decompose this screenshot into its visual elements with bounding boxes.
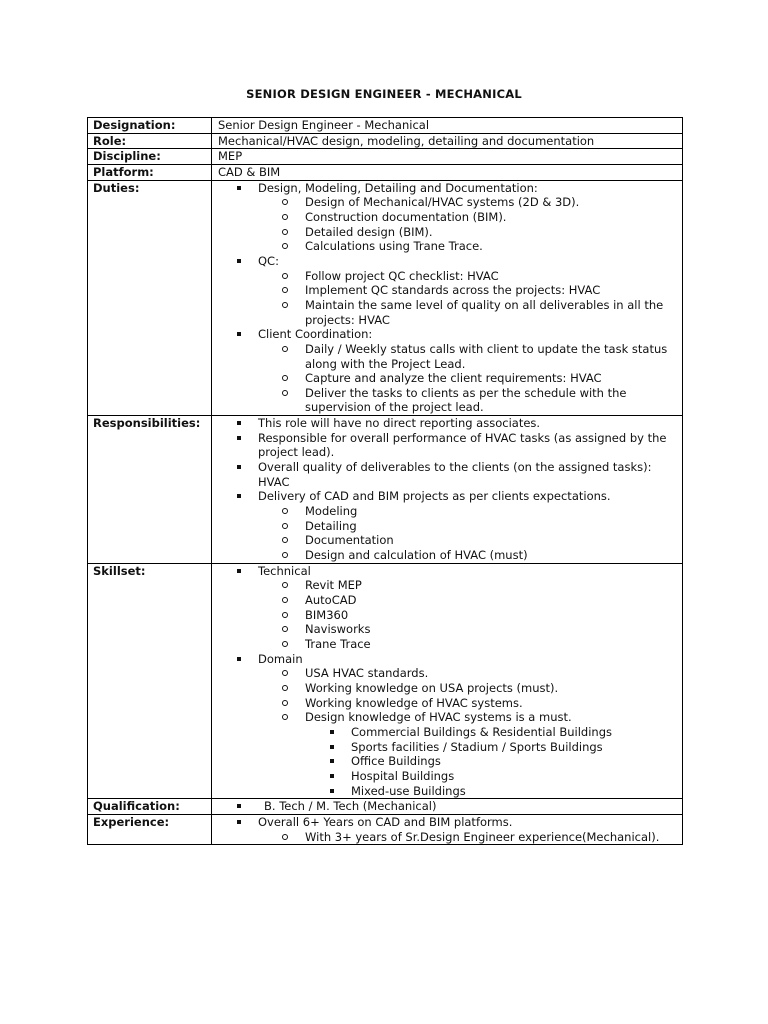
- sub-list: [212, 342, 682, 415]
- list-item-text: QC:: [258, 253, 279, 268]
- list-item-text: Daily / Weekly status calls with client to update the task status along with the Project Lead.: [305, 341, 668, 371]
- list-item-text: Navisworks: [305, 622, 371, 637]
- list-item: [212, 460, 682, 489]
- value-qualification: [212, 799, 683, 815]
- sub-list: [212, 578, 682, 651]
- list-item: [212, 548, 682, 563]
- value-experience: [212, 814, 683, 844]
- label-duties: Duties:: [88, 180, 212, 416]
- list-item: [212, 815, 682, 844]
- circle-bullet-icon: [282, 390, 288, 396]
- label-designation: Designation:: [88, 118, 212, 134]
- list-item-text: Modeling: [305, 504, 358, 519]
- circle-bullet-icon: [282, 229, 288, 235]
- list-item-text: With 3+ years of Sr.Design Engineer experience(Mechanical).: [305, 829, 660, 844]
- circle-bullet-icon: [282, 273, 288, 279]
- square-bullet-icon: [237, 436, 241, 440]
- list-item-text: Overall 6+ Years on CAD and BIM platforms.: [258, 814, 513, 829]
- sub-list: [212, 830, 682, 845]
- list-item: [212, 666, 682, 681]
- square-bullet-icon: [237, 804, 241, 808]
- list-item: [212, 519, 682, 534]
- row-platform: [88, 164, 683, 180]
- square-bullet-icon: [330, 759, 334, 763]
- list-item-text: Implement QC standards across the projects: HVAC: [305, 283, 601, 298]
- job-description-table: [87, 117, 683, 845]
- list-item-text: Calculations using Trane Trace.: [305, 239, 483, 254]
- list-item-text: Design of Mechanical/HVAC systems (2D & 3D).: [305, 195, 580, 210]
- label-experience: Experience:: [88, 814, 212, 844]
- circle-bullet-icon: [282, 612, 288, 618]
- list-item: [212, 269, 682, 284]
- value-duties: [212, 180, 683, 416]
- circle-bullet-icon: [282, 346, 288, 352]
- list-item-text: Design, Modeling, Detailing and Documentation:: [258, 180, 538, 195]
- list-item-text: Construction documentation (BIM).: [305, 209, 507, 224]
- list-item: [212, 298, 682, 327]
- list-item: [212, 799, 682, 814]
- list-item: [212, 327, 682, 415]
- building-types-list: [212, 725, 682, 798]
- list-item-text: Mixed-use Buildings: [351, 783, 466, 798]
- list-item: [212, 652, 682, 799]
- list-item: [212, 181, 682, 254]
- list-item: [212, 342, 682, 371]
- list-item: [212, 637, 682, 652]
- list-item: [212, 830, 682, 845]
- circle-bullet-icon: [282, 214, 288, 220]
- list-item: [212, 489, 682, 562]
- list-item-text: Deliver the tasks to clients as per the schedule with the supervision of the project lead.: [305, 385, 627, 415]
- list-item-text: Hospital Buildings: [351, 768, 455, 783]
- list-item: [212, 710, 682, 798]
- value-discipline: MEP: [212, 149, 683, 165]
- list-item: [212, 725, 682, 740]
- list-item: [212, 593, 682, 608]
- row-duties: [88, 180, 683, 416]
- list-item-text: B. Tech / M. Tech (Mechanical): [264, 799, 437, 814]
- square-bullet-icon: [237, 465, 241, 469]
- row-experience: [88, 814, 683, 844]
- square-bullet-icon: [237, 569, 241, 573]
- list-item-text: Responsible for overall performance of HVAC tasks (as assigned by the project lead).: [258, 430, 667, 460]
- list-item-text: Office Buildings: [351, 754, 441, 769]
- list-item-text: USA HVAC standards.: [305, 666, 429, 681]
- square-bullet-icon: [237, 332, 241, 336]
- square-bullet-icon: [330, 745, 334, 749]
- list-item-text: Commercial Buildings & Residential Buildings: [351, 724, 613, 739]
- circle-bullet-icon: [282, 834, 288, 840]
- list-item-text: Trane Trace: [305, 636, 371, 651]
- label-platform: Platform:: [88, 164, 212, 180]
- list-item: [212, 740, 682, 755]
- list-item-text: Sports facilities / Stadium / Sports Buildings: [351, 739, 603, 754]
- label-role: Role:: [88, 133, 212, 149]
- circle-bullet-icon: [282, 523, 288, 529]
- list-item-text: Working knowledge on USA projects (must).: [305, 680, 559, 695]
- list-item: [212, 622, 682, 637]
- list-item-text: Technical: [258, 563, 311, 578]
- square-bullet-icon: [237, 259, 241, 263]
- list-item: [212, 225, 682, 240]
- list-item: [212, 416, 682, 431]
- list-item-text: Revit MEP: [305, 578, 362, 593]
- row-role: [88, 133, 683, 149]
- list-item: [212, 564, 682, 652]
- circle-bullet-icon: [282, 700, 288, 706]
- square-bullet-icon: [330, 730, 334, 734]
- list-item: [212, 696, 682, 711]
- label-qualification: Qualification:: [88, 799, 212, 815]
- responsibilities-list: [212, 416, 682, 563]
- list-item-text: Follow project QC checklist: HVAC: [305, 268, 499, 283]
- value-role: Mechanical/HVAC design, modeling, detailing and documentation: [212, 133, 683, 149]
- list-item-text: Design knowledge of HVAC systems is a must.: [305, 710, 572, 725]
- square-bullet-icon: [237, 494, 241, 498]
- row-qualification: [88, 799, 683, 815]
- list-item: [212, 754, 682, 769]
- row-skillset: [88, 563, 683, 799]
- list-item: [212, 195, 682, 210]
- sub-list: [212, 269, 682, 328]
- sub-list: [212, 666, 682, 798]
- qualification-list: [212, 799, 682, 814]
- square-bullet-icon: [330, 789, 334, 793]
- list-item: [212, 769, 682, 784]
- list-item: [212, 283, 682, 298]
- square-bullet-icon: [237, 186, 241, 190]
- list-item-text: Overall quality of deliverables to the clients (on the assigned tasks): HVAC: [258, 460, 652, 489]
- label-skillset: Skillset:: [88, 563, 212, 799]
- sub-list: [212, 195, 682, 254]
- list-item-text: Design and calculation of HVAC (must): [305, 548, 528, 563]
- list-item-text: Maintain the same level of quality on all deliverables in all the projects: HVAC: [305, 297, 664, 327]
- square-bullet-icon: [237, 820, 241, 824]
- list-item: [212, 371, 682, 386]
- list-item-text: Detailed design (BIM).: [305, 224, 433, 239]
- sub-list: [212, 504, 682, 563]
- page-title: SENIOR DESIGN ENGINEER - MECHANICAL: [246, 87, 522, 101]
- value-responsibilities: [212, 416, 683, 564]
- list-item-text: Detailing: [305, 518, 357, 533]
- value-platform: CAD & BIM: [212, 164, 683, 180]
- list-item-text: Domain: [258, 651, 303, 666]
- row-discipline: [88, 149, 683, 165]
- label-responsibilities: Responsibilities:: [88, 416, 212, 564]
- list-item-text: Client Coordination:: [258, 327, 373, 342]
- square-bullet-icon: [237, 421, 241, 425]
- list-item: [212, 533, 682, 548]
- list-item: [212, 504, 682, 519]
- circle-bullet-icon: [282, 302, 288, 308]
- list-item: [212, 431, 682, 460]
- square-bullet-icon: [330, 774, 334, 778]
- list-item: [212, 239, 682, 254]
- list-item: [212, 784, 682, 799]
- list-item-text: BIM360: [305, 607, 349, 622]
- circle-bullet-icon: [282, 597, 288, 603]
- label-discipline: Discipline:: [88, 149, 212, 165]
- duties-list: [212, 181, 682, 416]
- list-item: [212, 578, 682, 593]
- skillset-list: [212, 564, 682, 799]
- circle-bullet-icon: [282, 552, 288, 558]
- circle-bullet-icon: [282, 685, 288, 691]
- list-item: [212, 386, 682, 415]
- circle-bullet-icon: [282, 641, 288, 647]
- list-item-text: Working knowledge of HVAC systems.: [305, 695, 523, 710]
- list-item-text: This role will have no direct reporting associates.: [258, 416, 541, 431]
- row-responsibilities: [88, 416, 683, 564]
- row-designation: [88, 118, 683, 134]
- value-designation: Senior Design Engineer - Mechanical: [212, 118, 683, 134]
- square-bullet-icon: [237, 657, 241, 661]
- list-item: [212, 681, 682, 696]
- list-item-text: Delivery of CAD and BIM projects as per clients expectations.: [258, 489, 611, 504]
- list-item-text: AutoCAD: [305, 593, 357, 607]
- list-item: [212, 210, 682, 225]
- value-skillset: [212, 563, 683, 799]
- list-item-text: Capture and analyze the client requirements: HVAC: [305, 371, 602, 386]
- list-item: [212, 254, 682, 327]
- list-item: [212, 608, 682, 623]
- list-item-text: Documentation: [305, 533, 394, 548]
- experience-list: [212, 815, 682, 844]
